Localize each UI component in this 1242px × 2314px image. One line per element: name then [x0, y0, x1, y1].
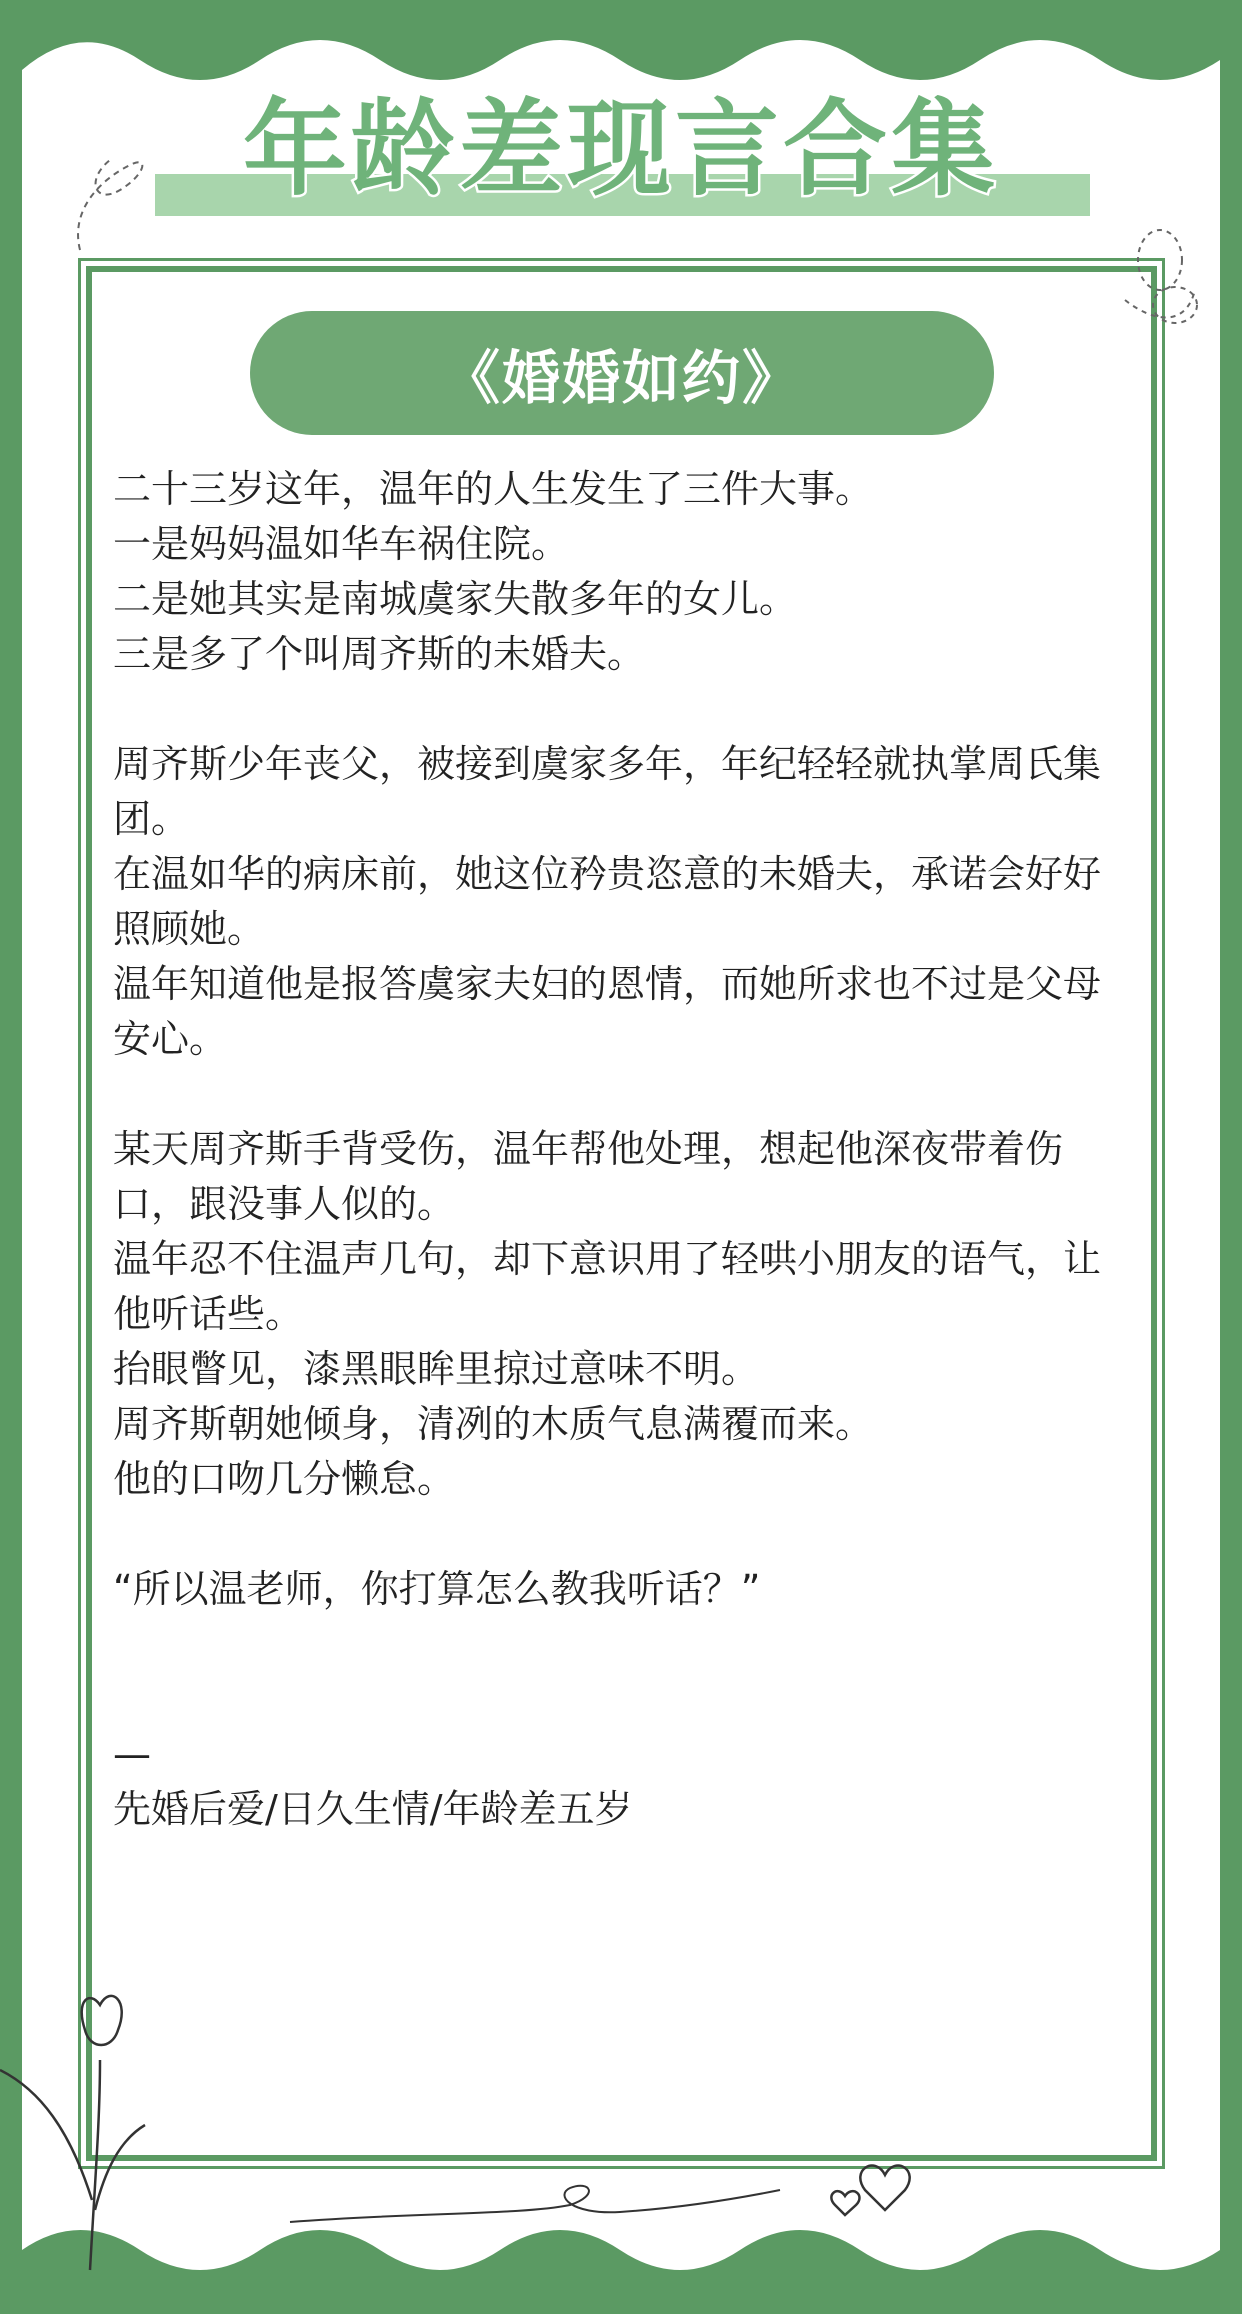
- book-title-pill: [250, 311, 994, 435]
- synopsis-line: 周齐斯少年丧父，被接到虞家多年，年纪轻轻就执掌周氏集团。: [113, 742, 1102, 841]
- synopsis-line: 二十三岁这年，温年的人生发生了三件大事。: [113, 467, 874, 511]
- synopsis-quote: “所以温老师，你打算怎么教我听话？”: [113, 1567, 761, 1611]
- synopsis-line: 在温如华的病床前，她这位矜贵恣意的未婚夫，承诺会好好照顾她。: [113, 852, 1102, 951]
- synopsis-line: 一是妈妈温如华车祸住院。: [113, 522, 570, 566]
- synopsis-line: 温年知道他是报答虞家夫妇的恩情，而她所求也不过是父母安心。: [113, 962, 1102, 1061]
- synopsis-line: 温年忍不住温声几句，却下意识用了轻哄小朋友的语气，让他听话些。: [113, 1237, 1102, 1336]
- paragraph-gap: [113, 1617, 1133, 1727]
- paragraph-gap: [113, 1507, 1133, 1562]
- divider-dash: —: [113, 1732, 151, 1776]
- synopsis-line: 抬眼瞥见，漆黑眼眸里掠过意味不明。: [113, 1347, 760, 1391]
- genre-tags: 先婚后爱/日久生情/年龄差五岁: [113, 1787, 633, 1831]
- synopsis-line: 他的口吻几分懒怠。: [113, 1457, 456, 1501]
- synopsis-line: 三是多了个叫周齐斯的未婚夫。: [113, 632, 646, 676]
- synopsis-line: 二是她其实是南城虞家失散多年的女儿。: [113, 577, 798, 621]
- book-title: 《婚婚如约》: [441, 344, 802, 412]
- synopsis-text: [113, 462, 1133, 1837]
- synopsis-line: 某天周齐斯手背受伤，温年帮他处理，想起他深夜带着伤口，跟没事人似的。: [113, 1127, 1064, 1226]
- paragraph-gap: [113, 682, 1133, 737]
- paragraph-gap: [113, 1067, 1133, 1122]
- page-title: 年龄差现言合集: [242, 88, 999, 210]
- synopsis-line: 周齐斯朝她倾身，清冽的木质气息满覆而来。: [113, 1402, 874, 1446]
